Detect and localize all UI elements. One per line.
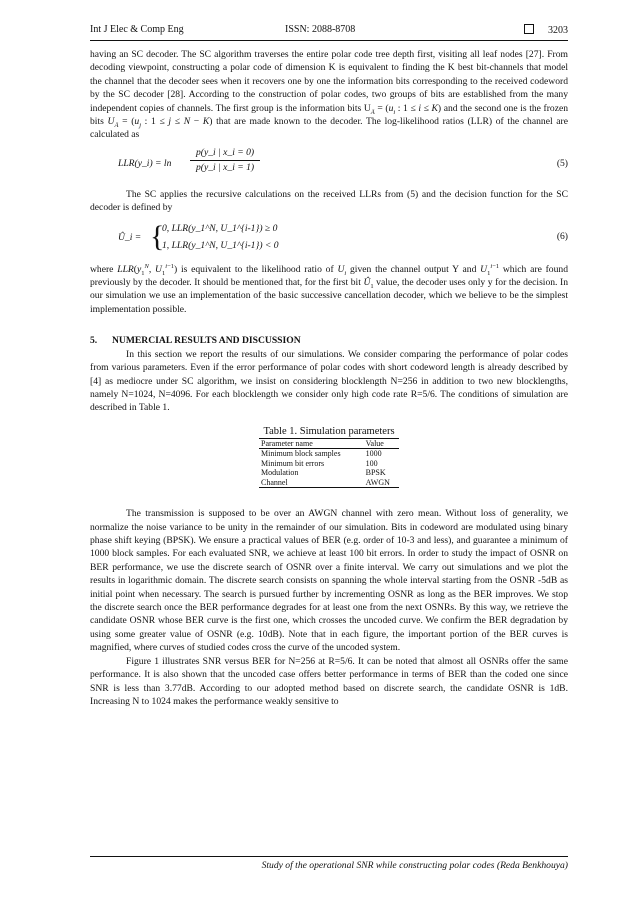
running-footer: Study of the operational SNR while constructing polar codes (Reda Benkhouya) — [261, 860, 568, 871]
section-title: NUMERCIAL RESULTS AND DISCUSSION — [112, 335, 301, 347]
issn: ISSN: 2088-8708 — [285, 24, 356, 35]
table-cell: Modulation — [261, 468, 299, 478]
table-row — [259, 459, 399, 469]
paragraph-6: Figure 1 illustrates SNR versus BER for N=256 at R=5/6. It can be noted that almost all OSNRs offer the same performance. It is also shown that the uncoded case offers better performance in terms of BER than the coded one since SNR is less than 3.77dB. According to our adopted method based on discrete search, the candidate OSNR is 1dB. Increasing N to 1024 makes the performance weakly sensitive to — [90, 655, 568, 707]
p3d-text: which are found previously by the decoder. It should be mentioned that, for the first bit — [90, 263, 568, 289]
p3a-text: where — [90, 263, 118, 275]
table-caption: Table 1. Simulation parameters — [263, 425, 395, 437]
paragraph-4: In this section we report the results of our simulations. We consider comparing the performance of polar codes from various parameters. Even if the error performance of polar codes with short codeword length is already described by [4] as mediocre under SC algorithm, we insist on considering blocklength N=256 in addition to two new blocklengths, namely N=1024, N=4096. For each blocklength we consider only high code rate R=5/6. The conditions of simulation are described in Table 1. — [90, 348, 568, 414]
table-cell: 100 — [365, 458, 378, 468]
p3c-text: given the channel output Y and — [346, 263, 481, 275]
table-header-cell: Value — [364, 438, 399, 449]
table-cell: BPSK — [365, 468, 386, 478]
paragraph-3: where $LLR(y_1^N$, $U_1^{i-1}$) is equivalent to the likelihood ratio of $U_i$ given the channel output Y and $U_1^{i-1}$ which are found previously by the decoder. It should be mentioned that, for the first bit $Û_1$ value, the decoder uses only y for the decision. In our simulation we use an implementation of the basic successive cancellation decoder, which we believe to be the simplest implementation possible. — [90, 262, 568, 315]
p1c-text: that are made known to the decoder. The log-likelihood ratios (LLR) of the channel are calculated as — [90, 116, 569, 141]
table-row — [259, 478, 399, 488]
table-header-cell: Parameter name — [259, 438, 364, 449]
section-number: 5. — [90, 335, 98, 347]
paragraph-2: The SC applies the recursive calculations on the received LLRs from (5) and the decision function for the SC decoder is defined by — [90, 188, 568, 214]
simulation-parameters-table — [259, 438, 399, 489]
eq6-brace: { — [150, 219, 165, 253]
table-header-row — [259, 438, 399, 449]
eq6-case-1: 0, LLR(y_1^N, U_1^{i-1}) ≥ 0 — [162, 222, 278, 234]
section-heading — [90, 334, 568, 347]
footer-rule — [90, 856, 568, 857]
eq5-lhs: LLR(y_i) = ln — [118, 157, 172, 169]
page-number: 3203 — [548, 25, 568, 36]
running-header — [90, 24, 568, 38]
paragraph-5: The transmission is supposed to be over an AWGN channel with zero mean. Without loss of generality, we normalize the noise variance to be unity in the remainder of our simulation. Bits in codeword are modulated using binary phase shift keying (BPSK). We ensure a practical values of BER (e.g. order of 10-3 and less), and guarantee a minimum of 1000 block samples. For each evaluated SNR, we achieve at least 100 bit errors. In order to study the impact of OSNR on BER performance, we use the discrete search of OSNR over a finite interval. We carry out simulations and we plot the results in logarithmic domain. The discrete search consists on spanning the whole interval starting from the OSNR -5dB as initial point when necessary. The search is pursued further by incrementing OSNR as long as the BER improves. We stop the discrete search once the BER performance degrades for at least one from the next OSNRs. By this way, we retrieve the candidate OSNR whose BER curve is the first one, which crosses the uncoded curve. We confirm the BER degradation by using some greater value of OSNR (e.g. 10dB). Note that in each figure, the important portion of the BER curves is magnified, where curves of studied codes cross the curve of the uncoded system. — [90, 508, 568, 654]
table-row — [259, 468, 399, 478]
table-cell: AWGN — [364, 478, 399, 488]
eq5-fraction — [190, 146, 260, 175]
table-cell: Minimum bit errors — [261, 458, 325, 468]
p3b-text: is equivalent to the likelihood ratio of — [177, 263, 338, 275]
table-row — [259, 449, 399, 459]
eq6-label: (6) — [556, 230, 568, 242]
eq6-case-2: 1, LLR(y_1^N, U_1^{i-1}) < 0 — [162, 239, 279, 251]
table-cell: Minimum block samples — [261, 449, 341, 459]
p1b-text: and the second one is the frozen bits — [90, 102, 569, 128]
paragraph-1: having an SC decoder. The SC algorithm traverses the entire polar code tree depth first, visiting all leaf nodes [27]. From decoding viewpoint, constructing a polar code of dimension K is equivalent to finding the K best bit-channels that model the channel that the decoder sees when it recovers one by one the information bits corresponding to the received codeword by the SC decoder [28]. According to the construction of polar codes, two groups of bits are established from the many independent copies of channels. The first group is the information bits $U_Ā = (u_i$ : 1 ≤ i ≤ K) and the second one is the frozen bits $U_Ā = (u_j$ : 1 ≤ j ≤ N − K) that are made known to the decoder. The log-likelihood ratios (LLR) of the channel are calculated as — [90, 49, 569, 141]
journal-name: Int J Elec & Comp Eng — [90, 24, 184, 35]
table-cell: 1000 — [365, 449, 382, 459]
eq6-lhs: Û_i = — [118, 231, 142, 243]
eq5-label: (5) — [556, 157, 568, 169]
equation-5 — [90, 146, 568, 184]
eq5-numerator: p(y_i | x_i = 0) — [190, 146, 260, 161]
checkbox-icon — [524, 24, 534, 34]
page-number-block — [524, 24, 568, 36]
table-1-wrapper — [90, 425, 568, 489]
body-text — [90, 48, 568, 708]
header-rule — [90, 40, 568, 41]
p3e-text: value, the decoder uses only y for the decision. In our simulation we use an implementation of the basic successive cancellation decoder, which we believe to be the simplest implementation possible. — [90, 277, 568, 315]
table-cell: Channel — [259, 478, 364, 488]
p1-text: having an SC decoder. The SC algorithm traverses the entire polar code tree depth first, visiting all leaf nodes [27]. From decoding viewpoint, constructing a polar code of dimension K is equivalent to finding the K best bit-channels that model the channel that the decoder sees when it recovers one by one the information bits corresponding to the received codeword by the SC decoder [28]. According to the construction of polar codes, two groups of bits are established from the many independent copies of channels. The first group is the information bits U — [90, 49, 568, 114]
eq5-denominator: p(y_i | x_i = 1) — [196, 161, 255, 173]
equation-6 — [90, 219, 568, 259]
table-1 — [259, 425, 399, 489]
